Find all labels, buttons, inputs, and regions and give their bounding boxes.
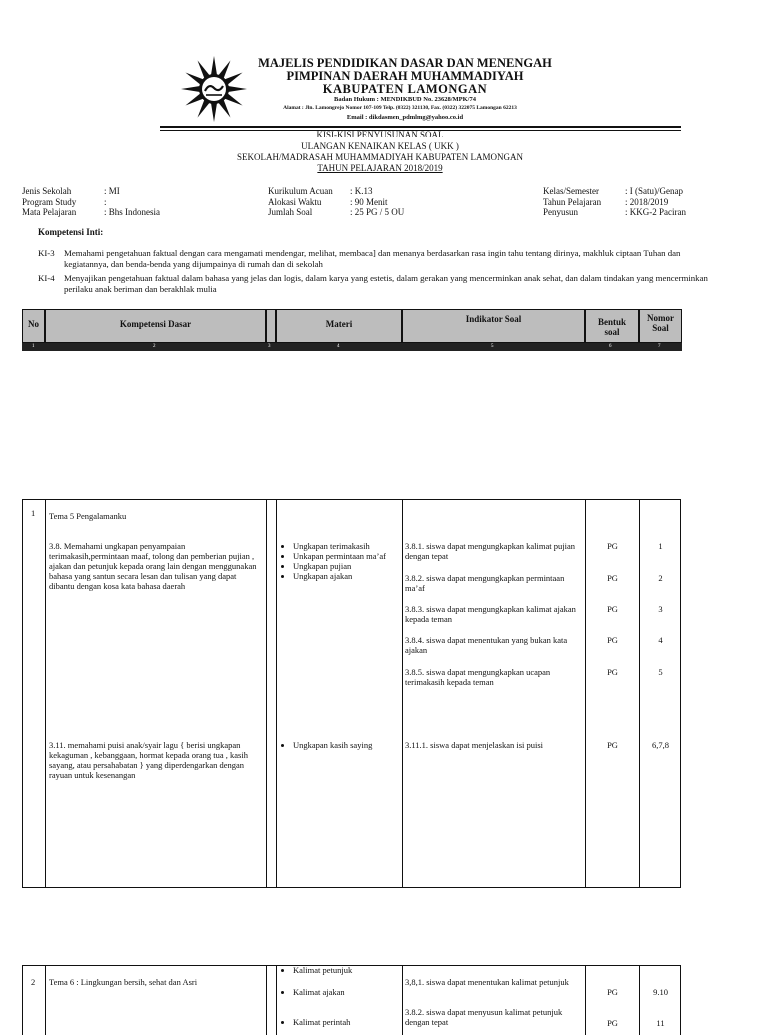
list-item: • Ungkapan ajakan (293, 571, 413, 581)
table-row-section-1 (22, 499, 681, 888)
info-label: Mata Pelajaran (22, 207, 77, 217)
bentuk-soal: PG (607, 604, 618, 614)
info-value: : I (Satu)/Genap (625, 186, 683, 196)
ki-code: KI-3 (38, 248, 55, 258)
info-label: Tahun Pelajaran (543, 196, 602, 207)
doc-title-line2: ULANGAN KENAIKAN KELAS ( UKK ) (301, 141, 459, 151)
doc-title-line3: SEKOLAH/MADRASAH MUHAMMADIYAH KABUPATEN LAMONGAN (237, 152, 523, 162)
header-materi: Materi (276, 309, 402, 343)
bentuk-soal: PG (607, 541, 618, 551)
indikator-text: 3.8.1. siswa dapat mengungkapkan kalimat pujian dengan tepat (405, 541, 575, 561)
indikator-text: 3.11.1. siswa dapat menjelaskan isi puisi (405, 740, 544, 750)
indikator-text: 3.8.5. siswa dapat mengungkapkan ucapan terimakasih kepada teman (405, 667, 551, 687)
ki-item (38, 248, 718, 270)
materi-list (281, 1017, 413, 1027)
info-value: : K.13 (350, 186, 373, 196)
letterhead-rule-thick (160, 126, 681, 128)
bentuk-soal: PG (607, 740, 618, 750)
nomor-soal: 5 (658, 667, 663, 677)
info-label: Jumlah Soal (268, 207, 313, 217)
materi-list (281, 965, 413, 975)
nomor-soal: 9.10 (653, 987, 668, 997)
list-item: • Kalimat ajakan (293, 987, 413, 997)
col-num: 3 (268, 344, 271, 349)
letterhead-org2: PIMPINAN DAERAH MUHAMMADIYAH (286, 69, 524, 83)
bentuk-soal: PG (607, 667, 618, 677)
info-label: Jenis Sekolah (22, 186, 72, 196)
info-value: : Bhs Indonesia (104, 207, 160, 217)
col-num: 6 (609, 344, 612, 349)
bentuk-soal: PG (607, 635, 618, 645)
header-kompetensi-dasar: Kompetensi Dasar (45, 309, 266, 343)
info-label: Kurikulum Acuan (268, 186, 333, 196)
indikator-text: 3.8.4. siswa dapat menentukan yang bukan kata ajakan (405, 635, 568, 655)
ki-text: Menyajikan pengetahuan faktual dalam bahasa yang jelas dan logis, dalam karya yang estetis, dalam gerakan yang mencerminkan anak sehat, dan dalam tindakan yang mencerminkan perilaku anak beriman dan berakhlak mulia (64, 273, 708, 294)
list-item: • Ungkapan pujian (293, 561, 413, 571)
letterhead-address: Alamat : Jln. Lamongrejo Nomor 107-109 Telp. (0322) 321130, Fax. (0322) 322075 Lamongan 62213 (283, 105, 517, 111)
col-num: 1 (32, 344, 35, 349)
header-spacer (266, 309, 276, 343)
letterhead-legal: Badan Hukum : MENDIKBUD No. 23628/MPK/74 (334, 96, 476, 103)
bentuk-soal: PG (607, 1018, 618, 1028)
header-nomor-soal: Nomor Soal (639, 309, 682, 343)
letterhead-email: Email : dikdasmen_pdmlmg@yahoo.co.id (346, 114, 464, 121)
table-row-section-2 (22, 965, 681, 1035)
info-value: : KKG-2 Paciran (625, 207, 686, 217)
indikator-text: 3.8.3. siswa dapat mengungkapkan kalimat ajakan kepada teman (405, 604, 576, 624)
info-value: : 2018/2019 (625, 196, 669, 207)
info-label: Penyusun (543, 207, 579, 217)
row-number: 1 (31, 508, 36, 518)
nomor-soal: 4 (658, 635, 663, 645)
info-value: : 90 Menit (350, 196, 388, 207)
nomor-soal: 6,7,8 (652, 740, 669, 750)
ki-item (38, 273, 718, 295)
indikator-text: 3,8,1. siswa dapat menentukan kalimat petunjuk (405, 977, 569, 987)
info-label: Kelas/Semester (543, 186, 599, 196)
row-number: 2 (31, 977, 36, 987)
info-value: : (104, 196, 107, 207)
info-label: Program Study (22, 196, 77, 207)
materi-list (281, 987, 413, 997)
info-col-curriculum (268, 186, 404, 218)
col-num: 2 (153, 344, 156, 349)
kompetensi-dasar-text: 3.8. Memahami ungkapan penyampaian terimakasih,permintaan maaf, tolong dan pemberian pujian , ajakan dan petunjuk kepada orang lain dengan menggunakan bahasa yang santun secara lesan dan tulisan yang dapat dibantu dengan kosa kata bahasa daerah (49, 541, 257, 591)
list-item: • Ungkapan kasih saying (293, 740, 413, 750)
ki-heading: Kompetensi Inti: (38, 227, 104, 237)
indikator-text: 3.8.2. siswa dapat mengungkapkan permintaan ma’af (405, 573, 565, 593)
ki-code: KI-4 (38, 273, 55, 283)
nomor-soal: 1 (658, 541, 663, 551)
nomor-soal: 3 (658, 604, 663, 614)
nomor-soal: 2 (658, 573, 663, 583)
col-num: 5 (491, 344, 494, 349)
header-no: No (22, 309, 45, 343)
list-item: • Unkapan permintaan ma’af (293, 551, 413, 561)
doc-title-line4: TAHUN PELAJARAN 2018/2019 (317, 163, 443, 173)
doc-title-line1: KISI-KISI PENYUSUNAN SOAL (316, 130, 444, 137)
info-col-class (543, 186, 686, 218)
col-num: 7 (658, 344, 661, 349)
muhammadiyah-logo (175, 55, 253, 125)
info-label: Alokasi Waktu (268, 196, 322, 207)
letterhead-org1: MAJELIS PENDIDIKAN DASAR DAN MENENGAH (258, 56, 552, 70)
ki-text: Memahami pengetahuan faktual dengan cara mengamati mendengar, melihat, membaca] dan menanya berdasarkan rasa ingin tahu tentang dirinya, makhluk ciptaan Tuhan dan kegiatannya, dan benda-benda yang dijumpainya di rumah dan di sekolah (64, 248, 681, 269)
indikator-text: 3.8.2. siswa dapat menyusun kalimat petunjuk dengan tepat (405, 1007, 563, 1027)
materi-list (281, 541, 413, 581)
header-indikator-soal: Indikator Soal (402, 309, 585, 343)
info-col-school (22, 186, 160, 218)
header-bentuk-soal: Bentuk soal (585, 309, 639, 343)
list-item: • Ungkapan terimakasih (293, 541, 413, 551)
bentuk-soal: PG (607, 573, 618, 583)
nomor-soal: 11 (656, 1018, 665, 1028)
letterhead-org3: KABUPATEN LAMONGAN (322, 82, 488, 96)
tema-title: Tema 5 Pengalamanku (49, 511, 127, 521)
info-value: : 25 PG / 5 OU (350, 207, 405, 217)
info-value: : MI (104, 186, 120, 196)
kompetensi-dasar-text: 3.11. memahami puisi anak/syair lagu { berisi ungkapan kekaguman , kebanggaan, hormat kepada orang tua , kasih sayang, atau persahabatan } yang diperdengarkan dengan rayuan untuk kesenangan (49, 740, 248, 780)
list-item: • Kalimat petunjuk (293, 965, 413, 975)
column-number-row (22, 343, 682, 351)
bentuk-soal: PG (607, 987, 618, 997)
list-item: • Kalimat perintah (293, 1017, 413, 1027)
tema-title: Tema 6 : Lingkungan bersih, sehat dan Asri (49, 977, 198, 987)
col-num: 4 (337, 344, 340, 349)
materi-list (281, 740, 413, 750)
table-header (22, 309, 682, 343)
